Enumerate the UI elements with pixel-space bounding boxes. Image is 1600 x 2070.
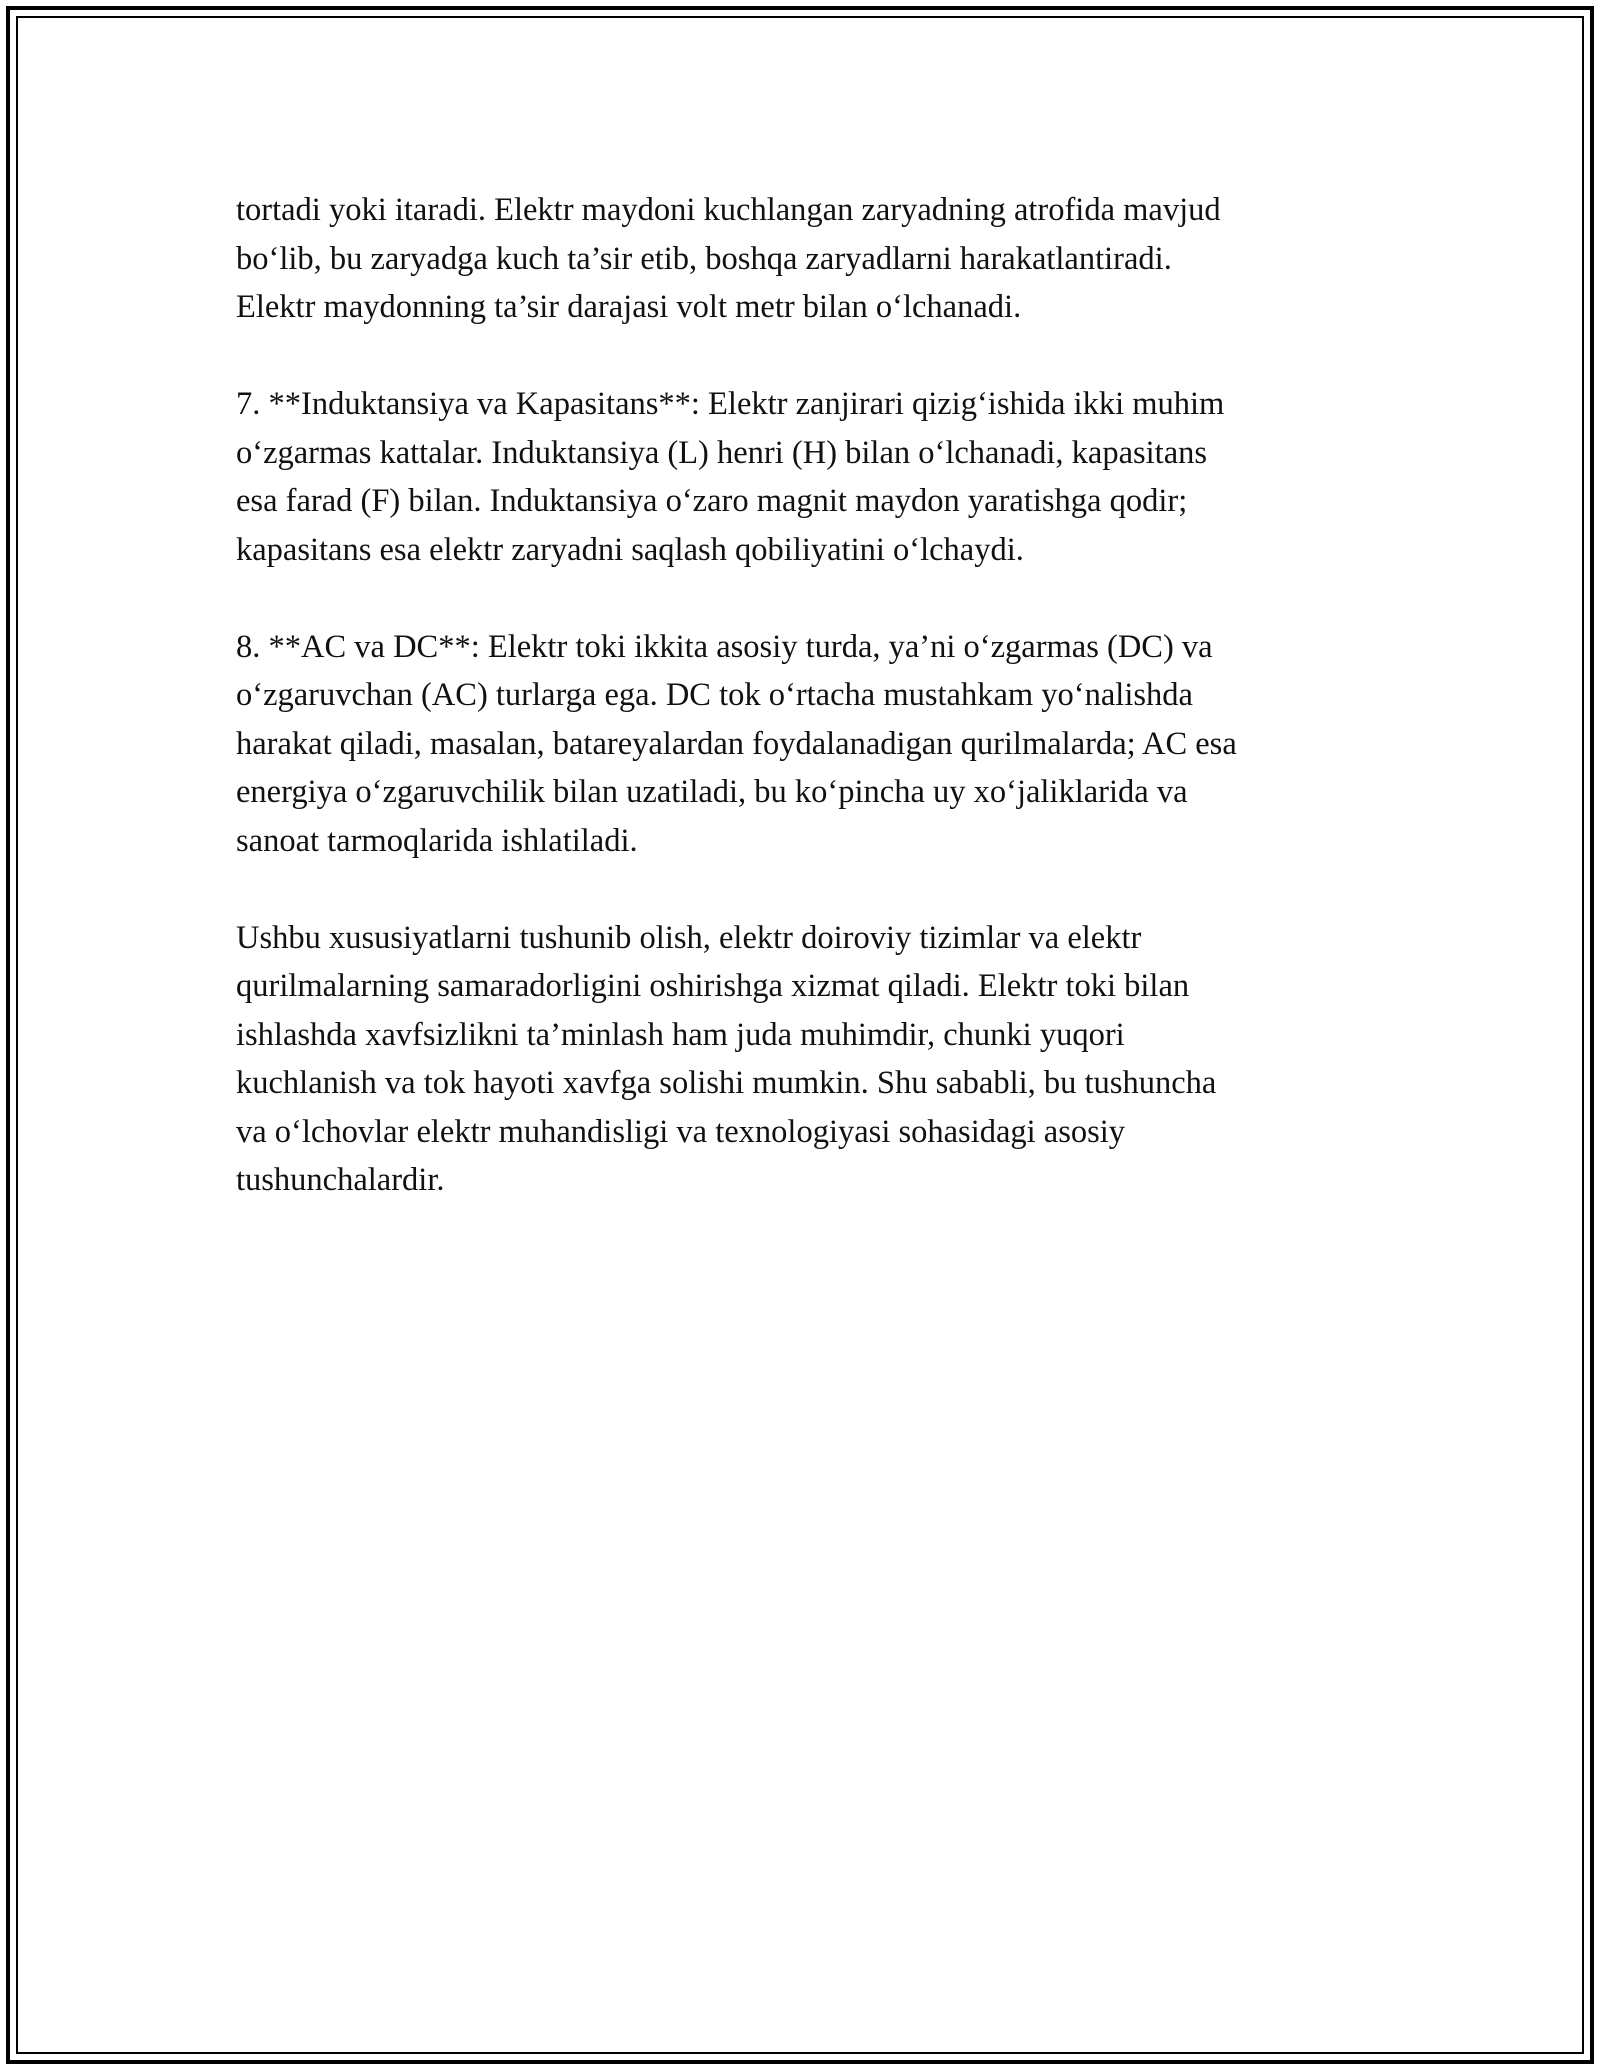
paragraph-inductance-capacitance: 7. **Induktansiya va Kapasitans**: Elektr zanjirari qizig‘ishida ikki muhim o‘zgarmas kattalar. Induktansiya (L) henri (H) bilan o‘lchanadi, kapasitans esa farad (F) bilan. Induktansiya o‘zaro magnit maydon yaratishga qodir; kapasitans esa elektr zaryadni saqlash qobiliyatini o‘lchaydi.: [236, 386, 1225, 568]
paragraph-ac-dc: 8. **AC va DC**: Elektr toki ikkita asosiy turda, ya’ni o‘zgarmas (DC) va o‘zgaruvchan (AC) turlarga ega. DC tok o‘rtacha mustahkam yo‘nalishda harakat qiladi, masalan, batareyalardan foydalanadigan qurilmalarda; AC esa energiya o‘zgaruvchilik bilan uzatiladi, bu ko‘pincha uy xo‘jaliklarida va sanoat tarmoqlarida ishlatiladi.: [236, 628, 1237, 859]
paragraph-electric-field: tortadi yoki itaradi. Elektr maydoni kuchlangan zaryadning atrofida mavjud bo‘lib, bu zaryadga kuch ta’sir etib, boshqa zaryadlarni harakatlantiradi. Elektr maydonning ta’sir darajasi volt metr bilan o‘lchanadi.: [236, 192, 1221, 325]
paragraph-conclusion: Ushbu xususiyatlarni tushunib olish, elektr doiroviy tizimlar va elektr qurilmalarning samaradorligini oshirishga xizmat qiladi. Elektr toki bilan ishlashda xavfsizlikni ta’minlash ham juda muhimdir, chunki yuqori kuchlanish va tok hayoti xavfga solishi mumkin. Shu sababli, bu tushuncha va o‘lchovlar elektr muhandisligi va texnologiyasi sohasidagi asosiy tushunchalardir.: [236, 919, 1217, 1198]
document-body: [236, 186, 1376, 1253]
